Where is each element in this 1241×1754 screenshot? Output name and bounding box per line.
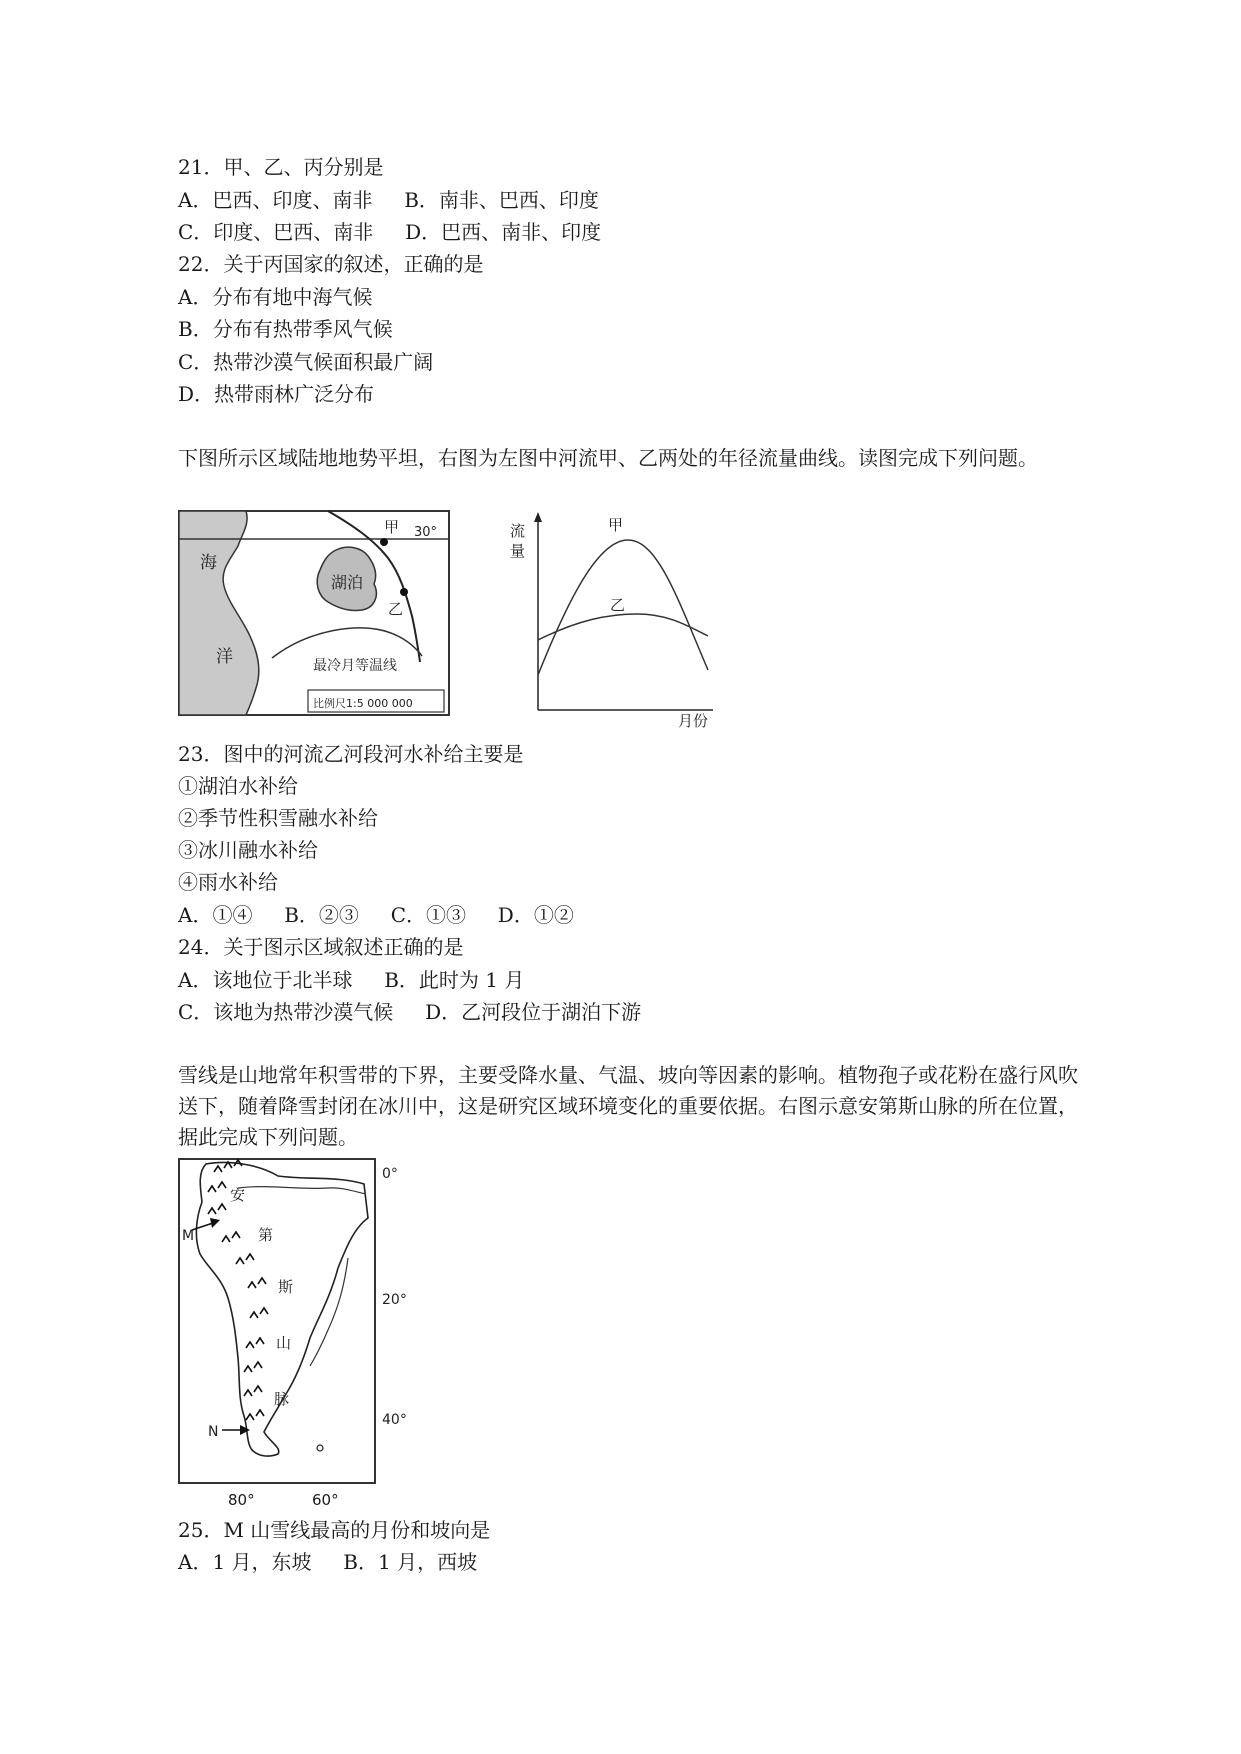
q24-options-row1: A．该地位于北半球 B．此时为 1 月 <box>178 968 525 992</box>
intro-river-figure: 下图所示区域陆地地势平坦，右图为左图中河流甲、乙两处的年径流量曲线。读图完成下列问题。 <box>178 446 1038 470</box>
label-N: N <box>208 1424 219 1440</box>
ylabel-1: 流 <box>510 522 526 540</box>
q22-stem: 22．关于丙国家的叙述，正确的是 <box>178 252 484 276</box>
q22-option-b: B．分布有热带季风气候 <box>178 317 393 341</box>
q23-stem: 23．图中的河流乙河段河水补给主要是 <box>178 742 524 766</box>
q21-options-row1: A．巴西、印度、南非 B．南非、巴西、印度 <box>178 188 599 212</box>
intro-snowline: 雪线是山地常年积雪带的下界，主要受降水量、气温、坡向等因素的影响。植物孢子或花粉在盛行风吹送下，随着降雪封闭在冰川中，这是研究区域环境变化的重要依据。右图示意安第斯山脉的所在位置，据此完成下列问题。 <box>178 1063 1078 1149</box>
label-yi: 乙 <box>388 600 404 618</box>
q25-options-row: A．1 月，东坡 B．1 月，西坡 <box>178 1550 478 1574</box>
label-latitude: 30° <box>414 525 438 540</box>
andes-char-3: 斯 <box>278 1278 294 1296</box>
q21-options-row2: C．印度、巴西、南非 D．巴西、南非、印度 <box>178 220 602 244</box>
q23-item-2: ②季节性积雪融水补给 <box>178 806 378 830</box>
andes-map <box>178 1158 408 1488</box>
label-lake: 湖泊 <box>331 573 364 592</box>
q24-options-row2: C．该地为热带沙漠气候 D．乙河段位于湖泊下游 <box>178 1000 642 1024</box>
lat-40: 40° <box>382 1412 407 1428</box>
q23-options-row: A．①④ B．②③ C．①③ D．①② <box>178 903 574 927</box>
label-jia: 甲 <box>384 518 400 536</box>
label-M: M <box>182 1228 195 1244</box>
label-sea-2: 洋 <box>216 647 233 667</box>
runoff-graph <box>508 510 720 730</box>
andes-char-5: 脉 <box>274 1390 290 1408</box>
q25-stem: 25．M 山雪线最高的月份和坡向是 <box>178 1518 491 1542</box>
river-lake-map <box>178 510 450 716</box>
label-sea-1: 海 <box>200 553 217 573</box>
ylabel-2: 量 <box>510 542 526 560</box>
lat-0: 0° <box>382 1166 398 1182</box>
lon-80: 80° <box>228 1491 255 1509</box>
q22-option-a: A．分布有地中海气候 <box>178 285 373 309</box>
label-isotherm: 最冷月等温线 <box>313 658 397 674</box>
y-axis-arrow <box>534 512 542 522</box>
series-label-jia: 甲 <box>608 516 624 534</box>
q24-stem: 24．关于图示区域叙述正确的是 <box>178 935 464 959</box>
andes-char-2: 第 <box>258 1226 274 1244</box>
series-label-yi: 乙 <box>610 596 626 614</box>
andes-char-4: 山 <box>276 1334 292 1352</box>
q23-item-3: ③冰川融水补给 <box>178 838 318 862</box>
q21-stem: 21．甲、乙、丙分别是 <box>178 155 384 179</box>
q22-option-c: C．热带沙漠气候面积最广阔 <box>178 350 434 374</box>
curve-yi <box>538 614 708 640</box>
point-jia <box>380 538 388 546</box>
q23-item-4: ④雨水补给 <box>178 870 278 894</box>
q23-item-1: ①湖泊水补给 <box>178 774 298 798</box>
lon-60: 60° <box>312 1491 339 1509</box>
xlabel: 月份 <box>678 712 709 730</box>
label-scale: 比例尺1:5 000 000 <box>313 697 413 710</box>
q22-option-d: D．热带雨林广泛分布 <box>178 382 375 406</box>
lat-20: 20° <box>382 1292 407 1308</box>
point-yi <box>400 588 408 596</box>
andes-char-1: 安 <box>230 1186 246 1204</box>
